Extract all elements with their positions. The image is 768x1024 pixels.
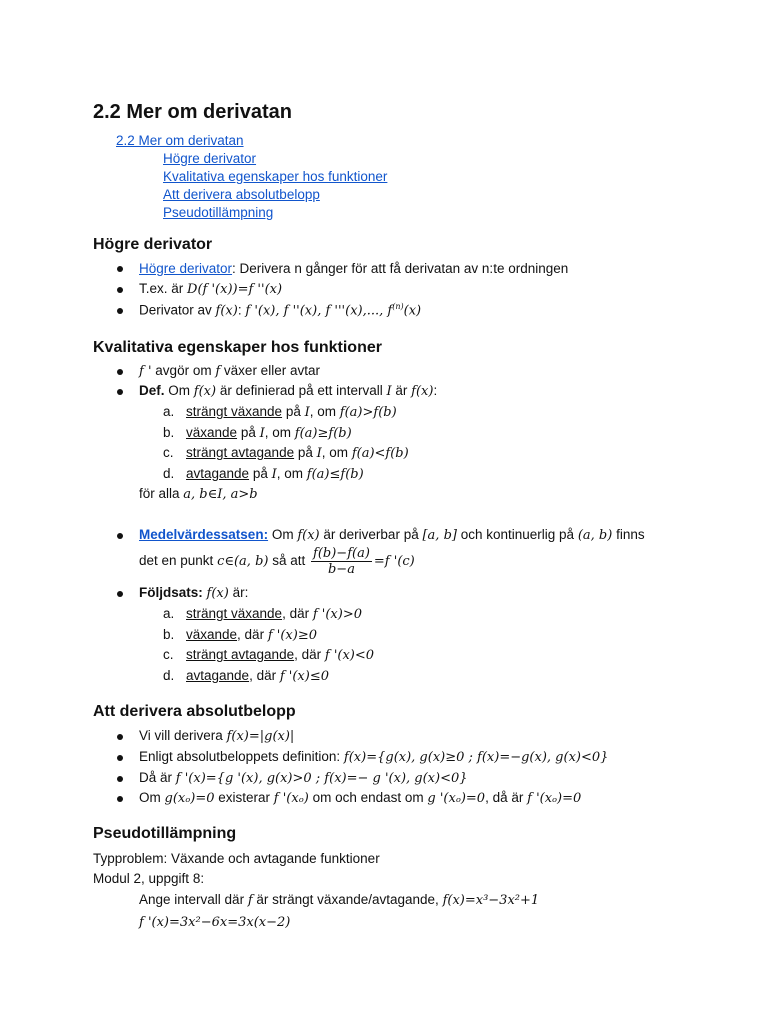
text: är strängt växande/avtagande, bbox=[256, 892, 439, 907]
math-expression: f(x)=x³−3x²+1 bbox=[442, 893, 540, 908]
math-expression: D(f '(x))=f ''(x) bbox=[187, 282, 283, 297]
list-item bbox=[139, 281, 282, 297]
list-letter: a. bbox=[163, 606, 175, 621]
list-item bbox=[139, 770, 468, 786]
text: , om bbox=[276, 466, 304, 481]
text: existerar bbox=[218, 790, 271, 805]
sub-list-item bbox=[163, 466, 364, 482]
text: på bbox=[285, 404, 301, 419]
math-expression: f(a)≥f(b) bbox=[294, 426, 352, 441]
bullet-icon bbox=[117, 734, 123, 740]
math-expression: =f '(c) bbox=[373, 554, 415, 570]
math-expression: f '(x)={g '(x), g(x)>0 ; f(x)=− g '(x), g(x)<0} bbox=[175, 771, 468, 786]
bullet-icon bbox=[117, 533, 123, 539]
paragraph: Modul 2, uppgift 8: bbox=[93, 871, 205, 886]
text: avgör om bbox=[155, 363, 212, 378]
term: avtagande bbox=[186, 668, 250, 683]
math-expression: f(x) bbox=[215, 303, 238, 319]
sub-list-item bbox=[163, 404, 397, 420]
math-expression: g '(xₒ)=0 bbox=[427, 791, 486, 806]
text: växer eller avtar bbox=[223, 363, 320, 378]
math-expression: I bbox=[259, 426, 265, 441]
math-expression: f(a)≤f(b) bbox=[306, 467, 364, 482]
math-expression: f '(xₒ)=0 bbox=[527, 791, 582, 806]
bullet-icon bbox=[117, 776, 123, 782]
text: Om bbox=[271, 527, 294, 542]
forall-line bbox=[139, 486, 258, 502]
math-expression: f(x) bbox=[411, 384, 434, 399]
list-letter: b. bbox=[163, 425, 175, 440]
math-expression: I bbox=[386, 384, 392, 399]
text: finns bbox=[616, 527, 645, 542]
list-item bbox=[139, 790, 581, 806]
math-expression: f '(x)>0 bbox=[312, 607, 362, 622]
math-expression: f '(x)=3x²−6x=3x(x−2) bbox=[139, 915, 291, 930]
bullet-icon bbox=[117, 369, 123, 375]
bullet-icon bbox=[117, 308, 123, 314]
text: Om bbox=[139, 790, 161, 805]
list-item-definition bbox=[139, 383, 437, 399]
fraction bbox=[311, 546, 372, 577]
toc-link-pseudotillampning[interactable]: Pseudotillämpning bbox=[163, 205, 274, 220]
list-item-foljdsats bbox=[139, 585, 248, 601]
list-letter: d. bbox=[163, 668, 175, 683]
text: , där bbox=[249, 668, 277, 683]
paragraph: Typproblem: Växande och avtagande funktioner bbox=[93, 851, 380, 866]
medelvardessatsen-link[interactable]: Medelvärdessatsen: bbox=[139, 527, 269, 542]
list-item-mvt bbox=[139, 527, 645, 543]
paragraph bbox=[139, 892, 539, 908]
sub-list-item bbox=[163, 647, 375, 663]
math-expression: I bbox=[316, 446, 322, 461]
term: avtagande bbox=[186, 466, 250, 481]
bullet-icon bbox=[117, 591, 123, 597]
sub-list-item bbox=[163, 425, 352, 441]
math-expression: c∈(a, b) bbox=[217, 554, 269, 570]
term: strängt avtagande bbox=[186, 647, 295, 662]
text: T.ex. är bbox=[139, 281, 184, 296]
list-letter: c. bbox=[163, 647, 174, 662]
text: Om bbox=[168, 383, 191, 398]
text: : bbox=[237, 302, 242, 318]
bullet-icon bbox=[117, 389, 123, 395]
term: strängt växande bbox=[186, 404, 283, 419]
math-expression: f '(x)≤0 bbox=[279, 669, 329, 684]
text: är bbox=[395, 383, 408, 398]
math-expression: f(x) bbox=[193, 384, 217, 399]
sub-list-item bbox=[163, 606, 362, 622]
math-expression: f(x) bbox=[206, 586, 229, 601]
bullet-icon bbox=[117, 287, 123, 293]
text: , om bbox=[309, 404, 337, 419]
list-item bbox=[139, 363, 320, 379]
term: strängt avtagande bbox=[186, 445, 295, 460]
heading-kvalitativa: Kvalitativa egenskaper hos funktioner bbox=[93, 339, 382, 356]
text: på bbox=[252, 466, 268, 481]
text: för alla bbox=[139, 486, 180, 501]
list-item bbox=[139, 261, 568, 276]
definition-label: Def. bbox=[139, 383, 165, 398]
text: är: bbox=[232, 585, 249, 600]
bullet-icon bbox=[117, 796, 123, 802]
list-item bbox=[139, 749, 608, 765]
text: , om bbox=[321, 445, 349, 460]
text: det en punkt bbox=[139, 553, 214, 569]
heading-pseudotillampning: Pseudotillämpning bbox=[93, 825, 237, 842]
math-expression: (a, b) bbox=[577, 528, 613, 543]
text: Vi vill derivera bbox=[139, 728, 223, 743]
list-letter: a. bbox=[163, 404, 175, 419]
math-expression: f(a)<f(b) bbox=[351, 446, 409, 461]
text: Då är bbox=[139, 770, 173, 785]
bullet-icon bbox=[117, 755, 123, 761]
toc-link-hogre-derivator[interactable]: Högre derivator bbox=[163, 151, 257, 166]
list-letter: c. bbox=[163, 445, 174, 460]
sub-list-item bbox=[163, 668, 329, 684]
list-item bbox=[139, 302, 421, 319]
math-line bbox=[139, 914, 290, 930]
term: strängt växande bbox=[186, 606, 283, 621]
math-expression: f(a)>f(b) bbox=[339, 405, 397, 420]
text: , där bbox=[294, 647, 322, 662]
text: , då är bbox=[485, 790, 524, 805]
text: så att bbox=[272, 553, 306, 569]
hogre-derivator-link[interactable]: Högre derivator bbox=[139, 261, 233, 276]
text: , där bbox=[282, 606, 310, 621]
text: Ange intervall där bbox=[139, 892, 245, 907]
heading-hogre-derivator: Högre derivator bbox=[93, 236, 213, 253]
math-expression: f '(x)≥0 bbox=[267, 628, 317, 643]
text: , där bbox=[237, 627, 265, 642]
math-expression: a, b∈I, a>b bbox=[183, 487, 258, 502]
fraction-denominator: b−a bbox=[327, 562, 355, 577]
toc-link-kvalitativa[interactable]: Kvalitativa egenskaper hos funktioner bbox=[163, 169, 388, 184]
math-expression: f(x)=|g(x)| bbox=[226, 729, 295, 744]
text: : Derivera n gånger för att få derivatan av n:te ordningen bbox=[232, 261, 569, 276]
term: växande bbox=[186, 627, 238, 642]
text: : bbox=[433, 383, 438, 398]
fraction-numerator: f(b)−f(a) bbox=[313, 546, 370, 561]
text: är deriverbar på bbox=[323, 527, 419, 542]
math-expression: f ' bbox=[139, 364, 152, 379]
text: , om bbox=[264, 425, 292, 440]
math-expression: f '(xₒ) bbox=[273, 791, 309, 806]
math-expression: f '(x)<0 bbox=[324, 648, 375, 663]
math-expression: g(xₒ)=0 bbox=[164, 791, 215, 806]
foljdsats-label: Följdsats: bbox=[139, 585, 203, 600]
math-expression: f(x) bbox=[297, 528, 320, 543]
math-expression: f '(x), f ''(x), f '''(x),..., f bbox=[245, 303, 393, 319]
sub-list-item bbox=[163, 627, 317, 643]
list-letter: b. bbox=[163, 627, 175, 642]
page-title: 2.2 Mer om derivatan bbox=[93, 101, 292, 123]
toc-link-absolutbelopp[interactable]: Att derivera absolutbelopp bbox=[163, 187, 320, 202]
text: och kontinuerlig på bbox=[460, 527, 575, 542]
math-expression: f(x)={g(x), g(x)≥0 ; f(x)=−g(x), g(x)<0} bbox=[343, 750, 609, 765]
sub-list-item bbox=[163, 445, 409, 461]
math-superscript: (n) bbox=[392, 302, 404, 311]
toc-link-main[interactable]: 2.2 Mer om derivatan bbox=[116, 133, 244, 148]
mvt-line-2 bbox=[139, 546, 415, 577]
list-item bbox=[139, 728, 294, 744]
heading-absolutbelopp: Att derivera absolutbelopp bbox=[93, 703, 296, 720]
term: växande bbox=[186, 425, 238, 440]
math-expression: I bbox=[304, 405, 310, 420]
text: på bbox=[240, 425, 256, 440]
bullet-icon bbox=[117, 266, 123, 272]
math-expression: [a, b] bbox=[422, 528, 457, 543]
math-expression: f bbox=[247, 893, 253, 908]
text: om och endast om bbox=[312, 790, 424, 805]
math-expression: f bbox=[215, 364, 221, 379]
text: på bbox=[297, 445, 313, 460]
text: Derivator av bbox=[139, 302, 212, 318]
math-expression: I bbox=[271, 467, 277, 482]
list-letter: d. bbox=[163, 466, 175, 481]
text: är definierad på ett intervall bbox=[219, 383, 383, 398]
math-expression: (x) bbox=[403, 303, 422, 319]
text: Enligt absolutbeloppets definition: bbox=[139, 749, 341, 764]
